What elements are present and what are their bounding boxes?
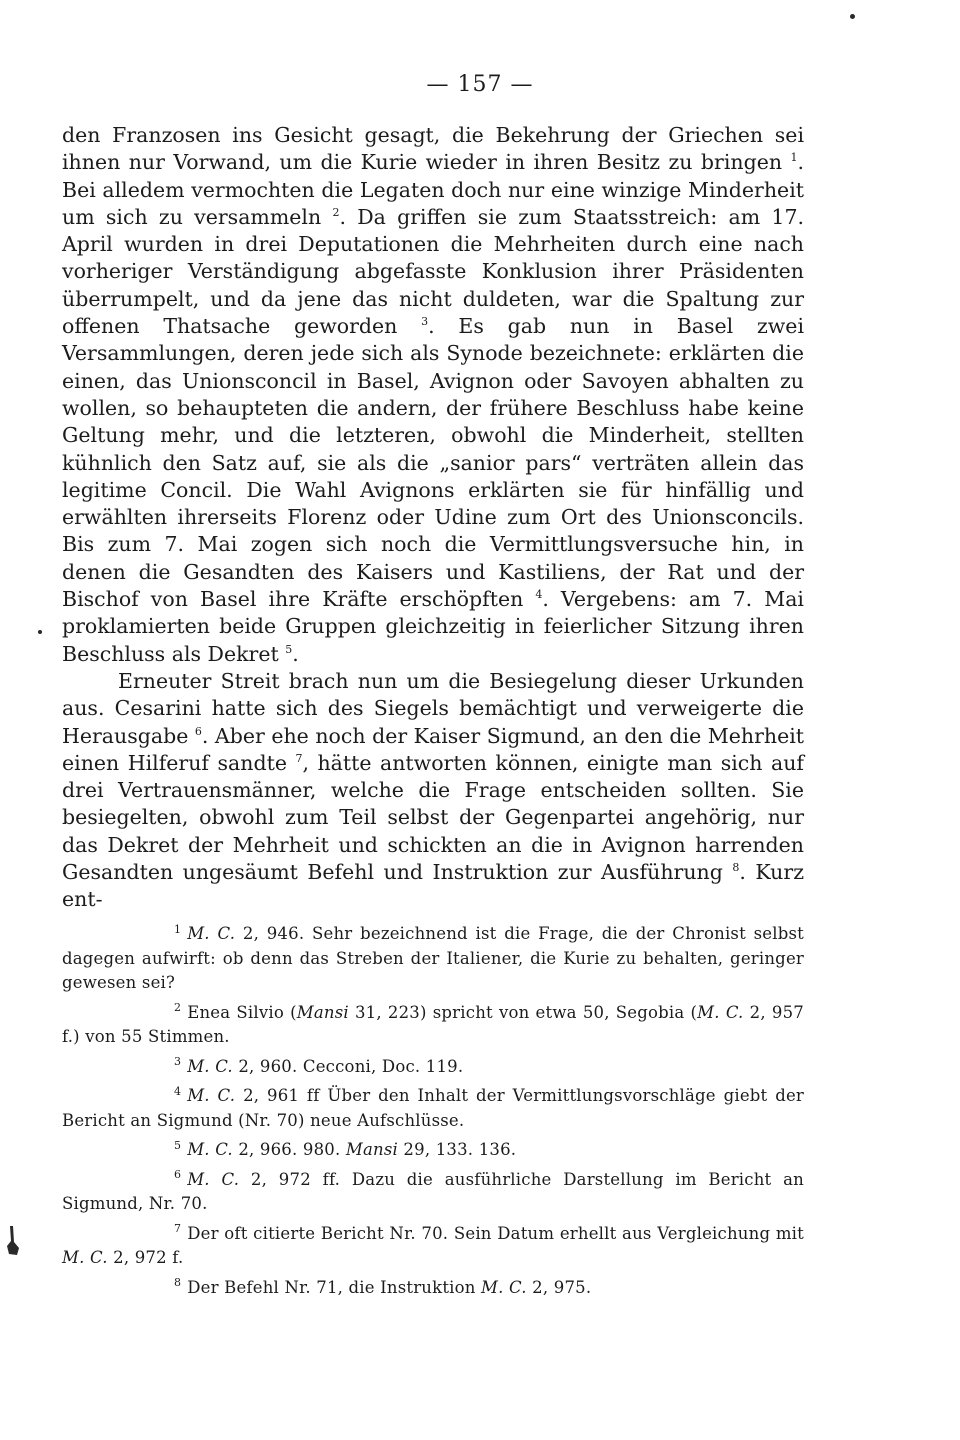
citation-abbrev: M. C.: [697, 1002, 744, 1022]
footnote: 7 Der oft citierte Bericht Nr. 70. Sein Datum erhellt aus Vergleichung mit M. C. 2, 972 f.: [62, 1222, 804, 1267]
citation-abbrev: M. C.: [62, 1248, 108, 1267]
text-run: Der Befehl Nr. 71, die Instruktion: [187, 1277, 482, 1297]
citation-abbrev: M. C.: [187, 924, 236, 943]
citation-abbrev: Mansi: [296, 1002, 349, 1022]
text-run: 31, 223) spricht von etwa 50, Segobia (: [348, 1002, 698, 1022]
text-run: 2, 972 ff. Dazu die ausführliche Darstellung im Bericht an Sigmund, Nr. 70.: [62, 1169, 804, 1213]
page-number: — 157 —: [426, 72, 534, 97]
footnote: 2 Enea Silvio (Mansi 31, 223) spricht von etwa 50, Segobia (M. C. 2, 957 f.) von 55 Stimmen.: [62, 1001, 804, 1046]
citation-abbrev: Mansi: [345, 1140, 398, 1159]
margin-mark-icon: [6, 1226, 20, 1256]
text-run: .: [292, 641, 299, 666]
ink-speck: [850, 14, 855, 19]
text-run: Der oft citierte Bericht Nr. 70. Sein Datum erhellt aus Vergleichung mit: [187, 1223, 804, 1243]
text-run: . Aber ehe noch der Kaiser Sigmund, an den die Mehrheit einen Hilferuf sandte: [62, 723, 804, 775]
footnote-ref: 3: [421, 315, 429, 329]
text-run: . Kurz ent-: [62, 860, 804, 912]
footnote: 6 M. C. 2, 972 ff. Dazu die ausführliche Darstellung im Bericht an Sigmund, Nr. 70.: [62, 1168, 804, 1213]
text-run: 2, 975.: [526, 1277, 592, 1297]
paragraph: [62, 668, 804, 914]
text-run: 2, 957 f.) von 55 Stimmen.: [62, 1002, 804, 1046]
text-run: . Vergebens: am 7. Mai proklamierten beide Gruppen gleichzeitig in feierlicher Sitzung ihren Beschluss als Dekret: [62, 587, 804, 666]
text-run: 2, 946. Sehr bezeichnend ist die Frage, die der Chronist selbst dagegen aufwirft: ob denn das Streben der Italiener, die Kurie zu behalten, geringer gewesen sei?: [62, 924, 805, 992]
text-run: 2, 966. 980.: [232, 1140, 346, 1159]
footnote-ref: 7: [295, 752, 303, 765]
text-run: 29, 133. 136.: [397, 1140, 517, 1159]
text-run: . Da griffen sie zum Staatsstreich: am 17. April wurden in drei Deputationen die Mehrheiten durch eine nach vorheriger Verständigung abgefasste Konklusion ihrer Präsidenten überrumpelt, und da jene das nicht duldeten, war die Spaltung zur offenen Thatsache geworden: [62, 204, 805, 339]
paragraph: [62, 122, 804, 668]
text-run: Erneuter Streit brach nun um die Besiegelung dieser Urkunden aus. Cesarini hatte sich des Siegels bemächtigt und verweigerte die Herausgabe: [62, 668, 804, 748]
footnotes: [62, 922, 804, 1305]
footnote-ref: 5: [285, 642, 293, 656]
text-run: den Franzosen ins Gesicht gesagt, die Bekehrung der Griechen sei ihnen nur Vorwand, um die Kurie wieder in ihren Besitz zu bringen: [62, 123, 804, 175]
footnote-ref: 6: [194, 724, 202, 738]
text-run: . Es gab nun in Basel zwei Versammlungen, deren jede sich als Synode bezeichnete: erklärten die einen, das Unionsconcil in Basel, Avignon oder Savoyen abhalten zu wollen, so behaupteten die andern, der frühere Beschluss habe keine Geltung mehr, und die letzteren, obwohl die Minderheit, stellten kühnlich den Satz auf, sie als die „sanior pars“ verträten allein das legitime Concil. Die Wahl Avignons erklärten sie für hinfällig und erwählten ihrerseits Florenz oder Udine zum Ort des Unionsconcils. Bis zum 7. Mai zogen sich noch die Vermittlungsversuche hin, in denen die Gesandten des Kaisers und Kastiliens, der Rat und der Bischof von Basel ihre Kräfte erschöpften: [62, 314, 804, 612]
citation-abbrev: M. C.: [187, 1086, 236, 1105]
text-run: , hätte antworten können, einigte man sich auf drei Vertrauensmänner, welche die Frage entscheiden sollten. Sie besiegelten, obwohl zum Teil selbst der Gegenpartei angehörig, nur das Dekret der Mehrheit und schickten an die in Avignon harrenden Gesandten ungesäumt Befehl und Instruktion zur Ausführung: [62, 750, 804, 885]
footnote-ref: 8: [732, 861, 740, 875]
main-text: [62, 122, 804, 914]
citation-abbrev: M. C.: [481, 1277, 527, 1297]
text-run: 2, 961 ff Über den Inhalt der Vermittlungsvorschläge giebt der Bericht an Sigmund (Nr. 70) neue Aufschlüsse.: [62, 1086, 805, 1130]
footnote: 3 M. C. 2, 960. Cecconi, Doc. 119.: [174, 1055, 464, 1076]
ink-speck: [38, 630, 42, 634]
footnote: 8 Der Befehl Nr. 71, die Instruktion M. C. 2, 975.: [174, 1276, 592, 1297]
text-run: 2, 960. Cecconi, Doc. 119.: [232, 1056, 464, 1076]
text-run: Enea Silvio (: [187, 1002, 297, 1022]
footnote: 4 M. C. 2, 961 ff Über den Inhalt der Vermittlungsvorschläge giebt der Bericht an Sigmund (Nr. 70) neue Aufschlüsse.: [62, 1084, 805, 1130]
text-run: . Bei alledem vermochten die Legaten doch nur eine winzige Minderheit um sich zu versammeln: [62, 150, 804, 229]
footnote: 5 M. C. 2, 966. 980. Mansi 29, 133. 136.: [174, 1138, 517, 1159]
footnote-ref: 1: [790, 151, 798, 165]
footnote: 1 M. C. 2, 946. Sehr bezeichnend ist die Frage, die der Chronist selbst dagegen aufwirft: ob denn das Streben der Italiener, die Kurie zu behalten, geringer gewesen sei?: [62, 922, 805, 992]
footnote-ref: 2: [332, 206, 340, 220]
citation-abbrev: M. C.: [187, 1169, 240, 1189]
footnote-ref: 4: [535, 588, 543, 602]
citation-abbrev: M. C.: [187, 1056, 233, 1076]
citation-abbrev: M. C.: [187, 1140, 233, 1159]
text-run: 2, 972 f.: [107, 1248, 184, 1267]
